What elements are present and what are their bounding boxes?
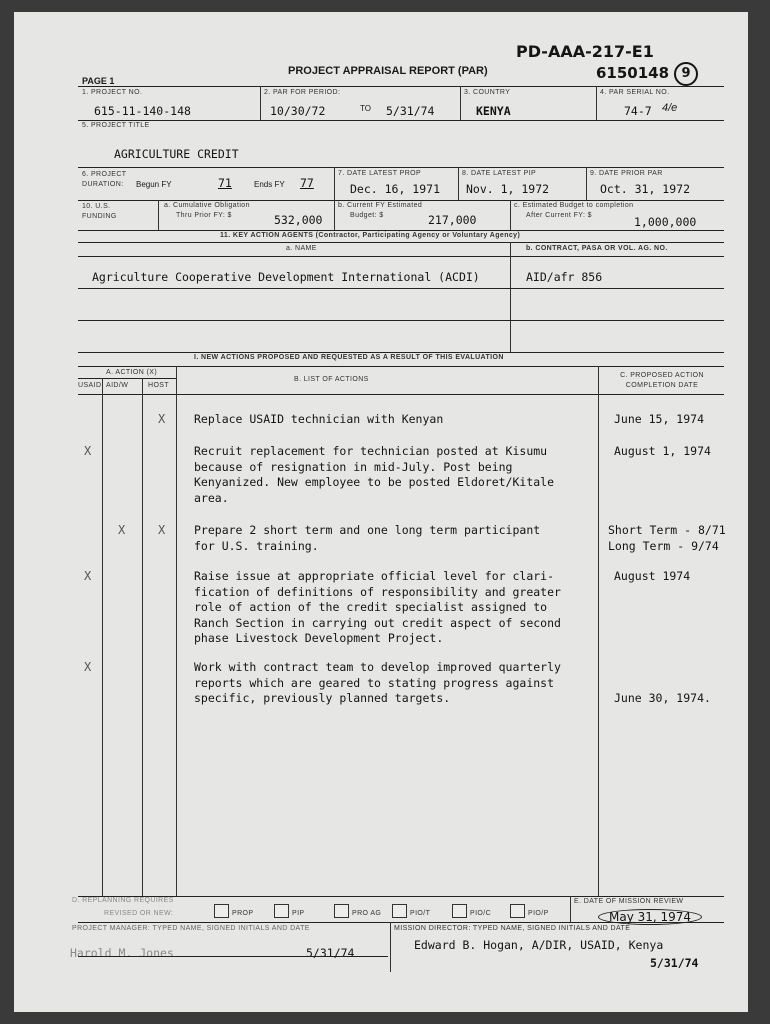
mission-director-name: Edward B. Hogan, A/DIR, USAID, Kenya bbox=[414, 938, 664, 952]
handwritten-ref: 6150148 bbox=[596, 64, 670, 82]
key-agents-header: 11. KEY ACTION AGENTS (Contractor, Participating Agency or Voluntary Agency) bbox=[220, 232, 521, 239]
handwritten-doc-id: PD-AAA-217-E1 bbox=[516, 42, 654, 61]
action-text-line: for U.S. training. bbox=[194, 538, 319, 553]
project-manager-date: 5/31/74 bbox=[306, 946, 355, 960]
serial-label: 4. PAR SERIAL NO. bbox=[600, 89, 670, 96]
project-no-value: 615-11-140-148 bbox=[94, 104, 191, 118]
pip-label: 8. DATE LATEST PIP bbox=[462, 170, 537, 177]
checkbox-pro-ag[interactable] bbox=[334, 904, 349, 918]
checkbox-pro-ag-label: PRO AG bbox=[352, 910, 382, 917]
period-from: 10/30/72 bbox=[270, 104, 326, 118]
cumulative-label: a. Cumulative Obligation bbox=[164, 202, 250, 209]
prior-par-label: 9. DATE PRIOR PAR bbox=[590, 170, 663, 177]
action-col-label: A. ACTION (X) bbox=[106, 369, 158, 376]
mission-review-label: E. DATE OF MISSION REVIEW bbox=[574, 898, 684, 905]
action-text-line: Replace USAID technician with Kenyan bbox=[194, 412, 444, 426]
project-manager-name: Harold M. Jones bbox=[70, 946, 174, 960]
contract-value: AID/afr 856 bbox=[526, 270, 603, 284]
col-aidw: AID/W bbox=[106, 382, 129, 389]
action-mark-aidw: X bbox=[118, 523, 126, 537]
country-value: KENYA bbox=[476, 104, 511, 118]
cumulative-value: 532,000 bbox=[274, 213, 323, 227]
col-host: HOST bbox=[148, 382, 170, 389]
project-title-label: 5. PROJECT TITLE bbox=[82, 122, 150, 129]
actions-header: I. NEW ACTIONS PROPOSED AND REQUESTED AS A RESULT OF THIS EVALUATION bbox=[194, 354, 504, 361]
ends-label: Ends FY bbox=[254, 180, 285, 189]
action-text-line: Ranch Section in carrying out credit aspect of second bbox=[194, 615, 561, 630]
action-text-line: area. bbox=[194, 490, 229, 505]
project-manager-label: PROJECT MANAGER: TYPED NAME, SIGNED INITIALS AND DATE bbox=[72, 925, 310, 932]
action-text-line: Raise issue at appropriate official level for clari- bbox=[194, 569, 555, 583]
country-label: 3. COUNTRY bbox=[464, 89, 511, 96]
revised-label: REVISED OR NEW: bbox=[104, 910, 174, 917]
action-completion-date: Short Term - 8/71 bbox=[608, 523, 726, 537]
begun-label: Begun FY bbox=[136, 180, 172, 189]
action-text-line: specific, previously planned targets. bbox=[194, 691, 451, 705]
mission-director-date: 5/31/74 bbox=[650, 956, 699, 970]
action-text-line: reports which are geared to stating progress against bbox=[194, 675, 555, 690]
action-completion-date: June 30, 1974. bbox=[614, 691, 711, 705]
duration-label: 6. PROJECT DURATION: bbox=[82, 171, 127, 188]
est-budget-sub: After Current FY: $ bbox=[526, 212, 592, 219]
action-text-line: Work with contract team to develop improved quarterly bbox=[194, 660, 561, 674]
action-text-line: because of resignation in mid-July. Post being bbox=[194, 459, 513, 474]
mission-director-label: MISSION DIRECTOR: TYPED NAME, SIGNED INITIALS AND DATE bbox=[394, 925, 631, 932]
action-mark-usaid: X bbox=[84, 444, 92, 458]
checkbox-pio-t-label: PIO/T bbox=[410, 910, 431, 917]
checkbox-prop[interactable] bbox=[214, 904, 229, 918]
current-fy-sub: Budget: $ bbox=[350, 212, 384, 219]
action-completion-date: Long Term - 9/74 bbox=[608, 538, 719, 553]
action-mark-usaid: X bbox=[84, 660, 92, 674]
period-label: 2. PAR FOR PERIOD: bbox=[264, 89, 341, 96]
page-title: PROJECT APPRAISAL REPORT (PAR) bbox=[288, 65, 488, 77]
cumulative-sub: Thru Prior FY: $ bbox=[176, 212, 232, 219]
action-completion-date: June 15, 1974 bbox=[614, 412, 705, 426]
project-title-value: AGRICULTURE CREDIT bbox=[114, 147, 239, 161]
action-text-line: Kenyanized. New employee to be posted Eldoret/Kitale bbox=[194, 475, 555, 489]
est-budget-label: c. Estimated Budget to completion bbox=[514, 202, 634, 209]
action-text-line: Recruit replacement for technician posted at Kisumu bbox=[194, 444, 548, 458]
current-fy-value: 217,000 bbox=[428, 213, 477, 227]
agent-name-label: a. NAME bbox=[286, 245, 317, 252]
agent-name-value: Agriculture Cooperative Development International (ACDI) bbox=[92, 270, 480, 284]
checkbox-prop-label: PROP bbox=[232, 910, 254, 917]
list-of-actions-header: B. LIST OF ACTIONS bbox=[294, 376, 369, 383]
completion-date-header: C. PROPOSED ACTION COMPLETION DATE bbox=[620, 372, 704, 389]
period-to: 5/31/74 bbox=[386, 104, 435, 118]
checkbox-pio-t[interactable] bbox=[392, 904, 407, 918]
checkbox-pip[interactable] bbox=[274, 904, 289, 918]
checkbox-pio-p[interactable] bbox=[510, 904, 525, 918]
current-fy-label: b. Current FY Estimated bbox=[338, 202, 423, 209]
action-text-line: phase Livestock Development Project. bbox=[194, 631, 444, 645]
action-completion-date: August 1974 bbox=[614, 569, 691, 583]
est-budget-value: 1,000,000 bbox=[634, 215, 697, 229]
action-mark-usaid: X bbox=[84, 569, 92, 583]
mission-review-date: May 31, 1974 bbox=[598, 909, 702, 925]
prior-par-value: Oct. 31, 1972 bbox=[600, 182, 691, 196]
begun-value: 71 bbox=[218, 176, 232, 190]
action-mark-host: X bbox=[158, 412, 166, 426]
replanning-label: D. REPLANNING REQUIRES bbox=[72, 897, 174, 904]
serial-handwritten: 4/e bbox=[662, 102, 678, 114]
project-no-label: 1. PROJECT NO. bbox=[82, 89, 143, 96]
handwritten-ref-circle: 9 bbox=[674, 62, 698, 86]
pip-value: Nov. 1, 1972 bbox=[466, 182, 550, 196]
period-to-word: TO bbox=[360, 104, 371, 113]
prop-value: Dec. 16, 1971 bbox=[350, 182, 441, 196]
checkbox-pip-label: PIP bbox=[292, 910, 305, 917]
action-mark-host: X bbox=[158, 523, 166, 537]
prop-label: 7. DATE LATEST PROP bbox=[338, 170, 422, 177]
action-text-line: fication of definitions of responsibility and greater bbox=[194, 584, 561, 599]
checkbox-pio-c[interactable] bbox=[452, 904, 467, 918]
checkbox-pio-p-label: PIO/P bbox=[528, 910, 549, 917]
action-text-line: role of action of the credit specialist assigned to bbox=[194, 600, 548, 614]
page-number: PAGE 1 bbox=[82, 76, 115, 86]
contract-label: b. CONTRACT, PASA OR VOL. AG. NO. bbox=[526, 245, 668, 252]
ends-value: 77 bbox=[300, 176, 314, 190]
serial-value: 74-7 bbox=[624, 104, 652, 118]
action-text-line: Prepare 2 short term and one long term participant bbox=[194, 523, 541, 537]
col-usaid: USAID bbox=[78, 382, 102, 389]
document-page bbox=[14, 12, 748, 1012]
action-completion-date: August 1, 1974 bbox=[614, 444, 711, 458]
checkbox-pio-c-label: PIO/C bbox=[470, 910, 492, 917]
funding-label: 10. U.S. FUNDING bbox=[82, 203, 117, 220]
